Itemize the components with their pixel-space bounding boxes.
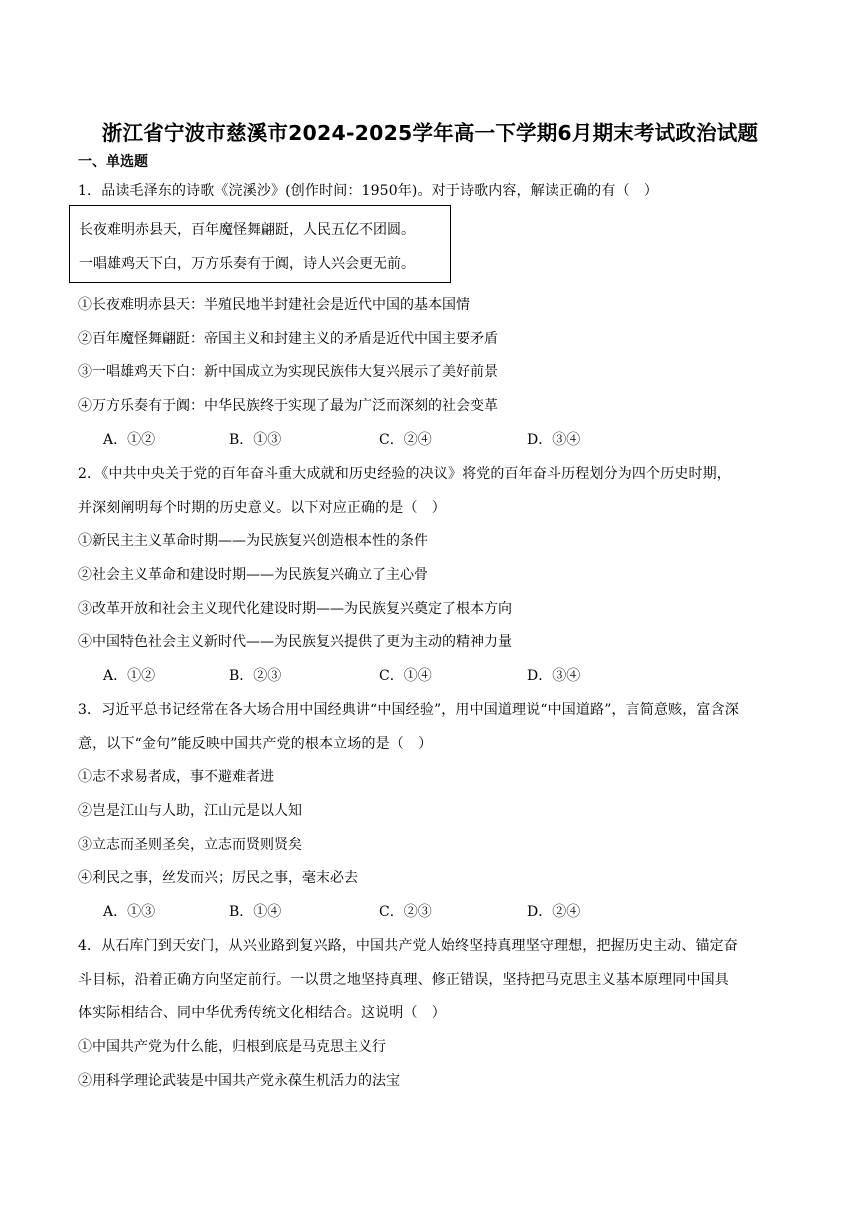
q2-statement-2: ②社会主义革命和建设时期——为民族复兴确立了主心骨 xyxy=(78,567,428,583)
section-heading: 一、单选题 xyxy=(78,154,148,170)
q2-option-a[interactable]: A．①② xyxy=(103,668,156,684)
q3-option-a[interactable]: A．①③ xyxy=(103,904,156,920)
q4-statement-1: ①中国共产党为什么能，归根到底是马克思主义行 xyxy=(78,1039,386,1055)
question-3-stem: 3．习近平总书记经常在各大场合用中国经典讲“中国经验”，用中国道理说“中国道路”，言简意赅，富含深 xyxy=(78,702,739,718)
poem-box xyxy=(69,205,451,283)
q1-option-a[interactable]: A．①② xyxy=(103,432,156,448)
q3-statement-4: ④利民之事，丝发而兴；厉民之事，毫末必去 xyxy=(78,870,358,886)
question-3-stem-cont: 意，以下“金句”能反映中国共产党的根本立场的是（ ） xyxy=(78,736,433,752)
q1-option-b[interactable]: B．①③ xyxy=(229,432,282,448)
q2-statement-4: ④中国特色社会主义新时代——为民族复兴提供了更为主动的精神力量 xyxy=(78,634,512,650)
q1-answer-options xyxy=(103,429,763,449)
q3-statement-3: ③立志而圣则圣矣，立志而贤则贤矣 xyxy=(78,837,302,853)
q3-statement-1: ①志不求易者成，事不避难者进 xyxy=(78,769,274,785)
question-4-stem: 4．从石库门到天安门，从兴业路到复兴路，中国共产党人始终坚持真理坚守理想，把握历史主动、锚定奋 xyxy=(78,938,738,954)
poem-line: 一唱雄鸡天下白，万方乐奏有于阗，诗人兴会更无前。 xyxy=(79,256,415,272)
question-1-stem: 1．品读毛泽东的诗歌《浣溪沙》(创作时间：1950年)。对于诗歌内容，解读正确的有（ ） xyxy=(78,183,659,199)
question-4-stem-cont-2: 体实际相结合、同中华优秀传统文化相结合。这说明（ ） xyxy=(78,1005,446,1021)
q3-option-c[interactable]: C．②③ xyxy=(379,904,432,920)
question-2-stem: 2．《中共中央关于党的百年奋斗重大成就和历史经验的决议》将党的百年奋斗历程划分为四个历史时期， xyxy=(78,466,731,482)
q2-option-d[interactable]: D．③④ xyxy=(527,668,581,684)
question-4-stem-cont-1: 斗目标，沿着正确方向坚定前行。一以贯之地坚持真理、修正错误，坚持把马克思主义基本原理同中国具 xyxy=(78,972,729,988)
q3-option-d[interactable]: D．②④ xyxy=(527,904,581,920)
q2-statement-1: ①新民主主义革命时期——为民族复兴创造根本性的条件 xyxy=(78,533,428,549)
q3-answer-options xyxy=(103,901,763,921)
q2-answer-options xyxy=(103,665,763,685)
exam-title: 浙江省宁波市慈溪市2024-2025学年高一下学期6月期末考试政治试题 xyxy=(101,121,759,145)
q1-statement-1: ①长夜难明赤县天：半殖民地半封建社会是近代中国的基本国情 xyxy=(78,297,470,313)
q3-option-b[interactable]: B．①④ xyxy=(229,904,282,920)
q1-statement-3: ③一唱雄鸡天下白：新中国成立为实现民族伟大复兴展示了美好前景 xyxy=(78,364,498,380)
q2-option-c[interactable]: C．①④ xyxy=(379,668,432,684)
q4-statement-2: ②用科学理论武装是中国共产党永葆生机活力的法宝 xyxy=(78,1073,400,1089)
q1-statement-2: ②百年魔怪舞翩跹：帝国主义和封建主义的矛盾是近代中国主要矛盾 xyxy=(78,331,498,347)
q1-option-d[interactable]: D．③④ xyxy=(527,432,581,448)
q2-option-b[interactable]: B．②③ xyxy=(229,668,282,684)
q2-statement-3: ③改革开放和社会主义现代化建设时期——为民族复兴奠定了根本方向 xyxy=(78,601,512,617)
q1-option-c[interactable]: C．②④ xyxy=(379,432,432,448)
poem-line: 长夜难明赤县天，百年魔怪舞翩跹，人民五亿不团圆。 xyxy=(79,222,415,238)
q1-statement-4: ④万方乐奏有于阗：中华民族终于实现了最为广泛而深刻的社会变革 xyxy=(78,398,498,414)
q3-statement-2: ②岂是江山与人助，江山元是以人知 xyxy=(78,803,302,819)
question-2-stem-cont: 并深刻阐明每个时期的历史意义。以下对应正确的是（ ） xyxy=(78,500,446,516)
